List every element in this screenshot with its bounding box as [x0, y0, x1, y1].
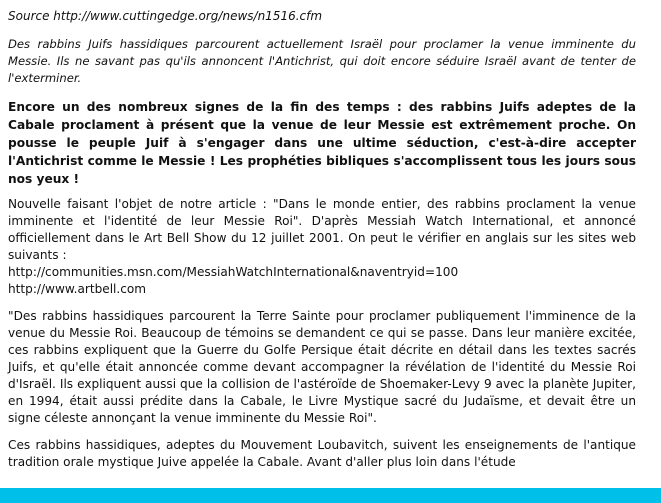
lead-paragraph: Des rabbins Juifs hassidiques parcourent actuellement Israël pour proclamer la venue imminente du Messie. Ils ne savant pas qu'ils annoncent l'Antichrist, qui doit encore séduire Israël avant de tenter de l'exterminer.: [8, 37, 636, 85]
loubavitch-paragraph: Ces rabbins hassidiques, adeptes du Mouvement Loubavitch, suivent les enseignements de l'antique tradition orale mystique Juive appelée la Cabale. Avant d'aller plus loin dans l'étude: [8, 438, 636, 469]
reference-paragraph: [8, 196, 636, 298]
reference-text: Nouvelle faisant l'objet de notre article : "Dans le monde entier, des rabbins proclament la venue imminente et l'identité de leur Messie Roi". D'après Messiah Watch International, et annoncé officiellement dans le Art Bell Show du 12 juillet 2001. On peut le vérifier en anglais sur les sites web suivants :: [8, 197, 636, 262]
link-msn[interactable]: http://communities.msn.com/MessiahWatchInternational&naventryid=100: [8, 265, 459, 279]
link-artbell[interactable]: http://www.artbell.com: [8, 282, 147, 296]
source-line: Source http://www.cuttingedge.org/news/n1516.cfm: [8, 9, 323, 23]
article-content: [8, 8, 636, 481]
quote-paragraph: "Des rabbins hassidiques parcourent la Terre Sainte pour proclamer publiquement l'imminence de la venue du Messie Roi. Beaucoup de témoins se demandent ce qui se passe. Dans leur manière excitée, ces rabbins expliquent que la Guerre du Golfe Persique était décrite en détail dans les textes sacrés Juifs, et qu'elle était annoncée comme devant accompagner la révélation de l'identité du Messie Roi d'Israël. Ils expliquent aussi que la collision de l'astéroïde de Shoemaker-Levy 9 avec la planète Jupiter, en 1994, était aussi prédite dans la Cabale, le Livre Mystique sacré du Judaïsme, et devait être un signe céleste annonçant la venue imminente du Messie Roi".: [8, 309, 636, 425]
warning-paragraph: Encore un des nombreux signes de la fin des temps : des rabbins Juifs adeptes de la Cabale proclament à présent que la venue de leur Messie est extrêmement proche. On pousse le peuple Juif à s'engager dans une ultime séduction, c'est-à-dire accepter l'Antichrist comme le Messie ! Les prophéties bibliques s'accomplissent tous les jours sous nos yeux !: [8, 100, 636, 186]
